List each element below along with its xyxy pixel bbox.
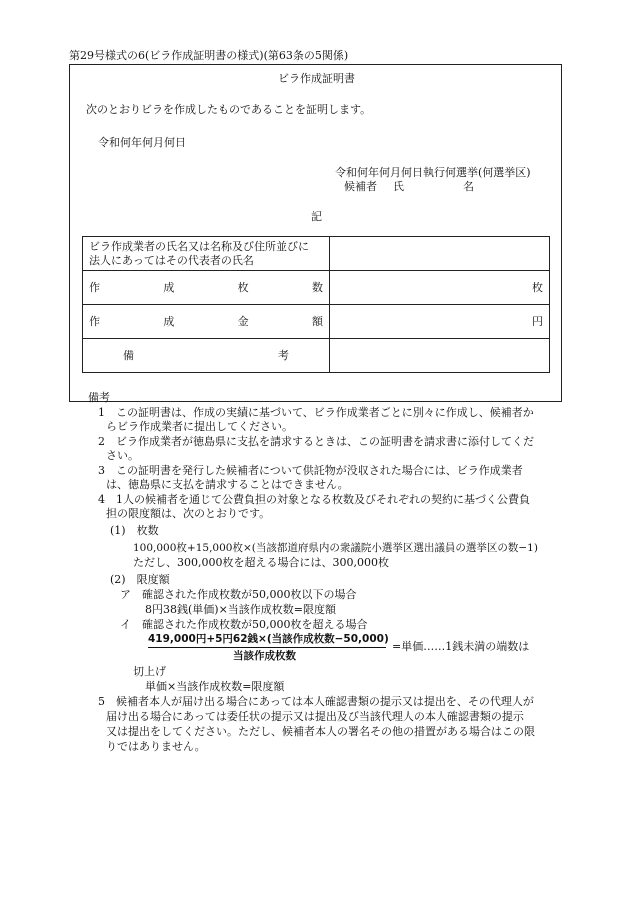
note-2-line1: 2 ビラ作成業者が徳島県に支払を請求するときは、この証明書を請求書に添付してくだ [98, 435, 534, 448]
note-4-1-heading: (1) 枚数 [110, 524, 159, 537]
table-row [83, 237, 550, 271]
fraction-result: =単価……1銭未満の端数は [392, 640, 530, 653]
form-number: 第29号様式の6(ビラ作成証明書の様式)(第63条の5関係) [69, 49, 349, 62]
statement-text: 次のとおりビラを作成したものであることを証明します。 [86, 103, 372, 116]
table-row [83, 271, 550, 305]
label-char: 考 [278, 348, 289, 362]
vendor-label-line1: ビラ作成業者の氏名又は名称及び住所並びに [89, 239, 309, 253]
note-4-2-heading: (2) 限度額 [110, 573, 170, 586]
note-4-1-proviso: ただし、300,000枚を超える場合には、300,000枚 [133, 556, 389, 569]
note-1-line1: 1 この証明書は、作成の実績に基づいて、ビラ作成業者ごとに別々に作成し、候補者か [98, 406, 534, 419]
note-5-line4: りではありません。 [106, 740, 206, 753]
note-5-line2: 届け出る場合にあっては委任状の提示又は提出及び当該代理人の本人確認書類の提示 [106, 710, 524, 723]
sheet-unit: 枚 [532, 280, 543, 294]
name-label-second: 名 [463, 180, 474, 193]
vendor-value-cell [330, 237, 550, 271]
amount-label [89, 315, 323, 329]
remarks-value-cell [330, 339, 550, 373]
label-char: 金 [237, 314, 249, 328]
ki-mark: 記 [311, 210, 322, 223]
label-char: 作 [89, 280, 100, 294]
note-3-line2: は、徳島県に支払を請求することはできません。 [106, 478, 349, 491]
note-4-2-i: イ 確認された作成枚数が50,000枚を超える場合 [120, 618, 368, 631]
note-4-1-formula: 100,000枚+15,000枚×(当該都道府県内の衆議院小選挙区選出議員の選挙区の数−1) [133, 542, 538, 554]
notes-heading: 備考 [88, 391, 110, 404]
fraction-denominator: 当該作成枚数 [233, 650, 296, 662]
note-4-line2: 担の限度額は、次のとおりです。 [106, 507, 271, 520]
note-5-line1: 5 候補者本人が届け出る場合にあっては本人確認書類の提示又は提出を、その代理人が [98, 695, 534, 708]
candidate-label: 候補者 [344, 180, 377, 193]
sheet-count-value-cell [330, 271, 550, 305]
vendor-label-cell [83, 237, 330, 271]
note-4-2-a-formula: 8円38銭(単価)×当該作成枚数=限度額 [145, 603, 337, 616]
amount-value-cell [330, 305, 550, 339]
note-1-line2: らビラ作成業者に提出してください。 [106, 420, 293, 433]
note-3-line1: 3 この証明書を発行した候補者について供託物が没収された場合には、ビラ作成業者 [98, 464, 523, 477]
election-name: 令和何年何月何日執行何選挙(何選挙区) [335, 166, 531, 179]
vendor-label-line2: 法人にあってはその代表者の氏名 [89, 253, 254, 267]
label-char: 成 [163, 314, 175, 328]
label-char: 額 [311, 314, 323, 328]
doc-title: ビラ作成証明書 [278, 72, 355, 85]
remarks-label [89, 349, 323, 363]
sheet-count-label-cell [83, 271, 330, 305]
table-row [83, 305, 550, 339]
yen-unit: 円 [532, 314, 543, 328]
fraction-numerator: 419,000円+5円62銭×(当該作成枚数−50,000) [148, 633, 389, 645]
amount-label-cell [83, 305, 330, 339]
label-char: 作 [89, 314, 100, 328]
table-row [83, 339, 550, 373]
note-2-line2: さい。 [106, 449, 139, 462]
note-4-2-a: ア 確認された作成枚数が50,000枚以下の場合 [120, 588, 357, 601]
label-char: 枚 [237, 280, 249, 294]
remarks-label-cell [83, 339, 330, 373]
sheet-count-label [89, 281, 323, 295]
note-5-line3: 又は提出をしてください。ただし、候補者本人の署名その他の措置がある場合はこの限 [106, 725, 535, 738]
record-table [82, 236, 550, 373]
label-char: 数 [311, 280, 323, 294]
label-char: 成 [163, 280, 175, 294]
issue-date: 令和何年何月何日 [98, 136, 186, 149]
kiriage-text: 切上げ [133, 665, 166, 678]
note-4-line1: 4 1人の候補者を通じて公費負担の対象となる枚数及びそれぞれの契約に基づく公費負 [98, 493, 530, 506]
note-4-2-i-formula: 単価×当該作成枚数=限度額 [145, 680, 285, 693]
fraction-bar [148, 647, 386, 648]
name-label-first: 氏 [393, 180, 404, 193]
label-char: 備 [123, 348, 134, 362]
